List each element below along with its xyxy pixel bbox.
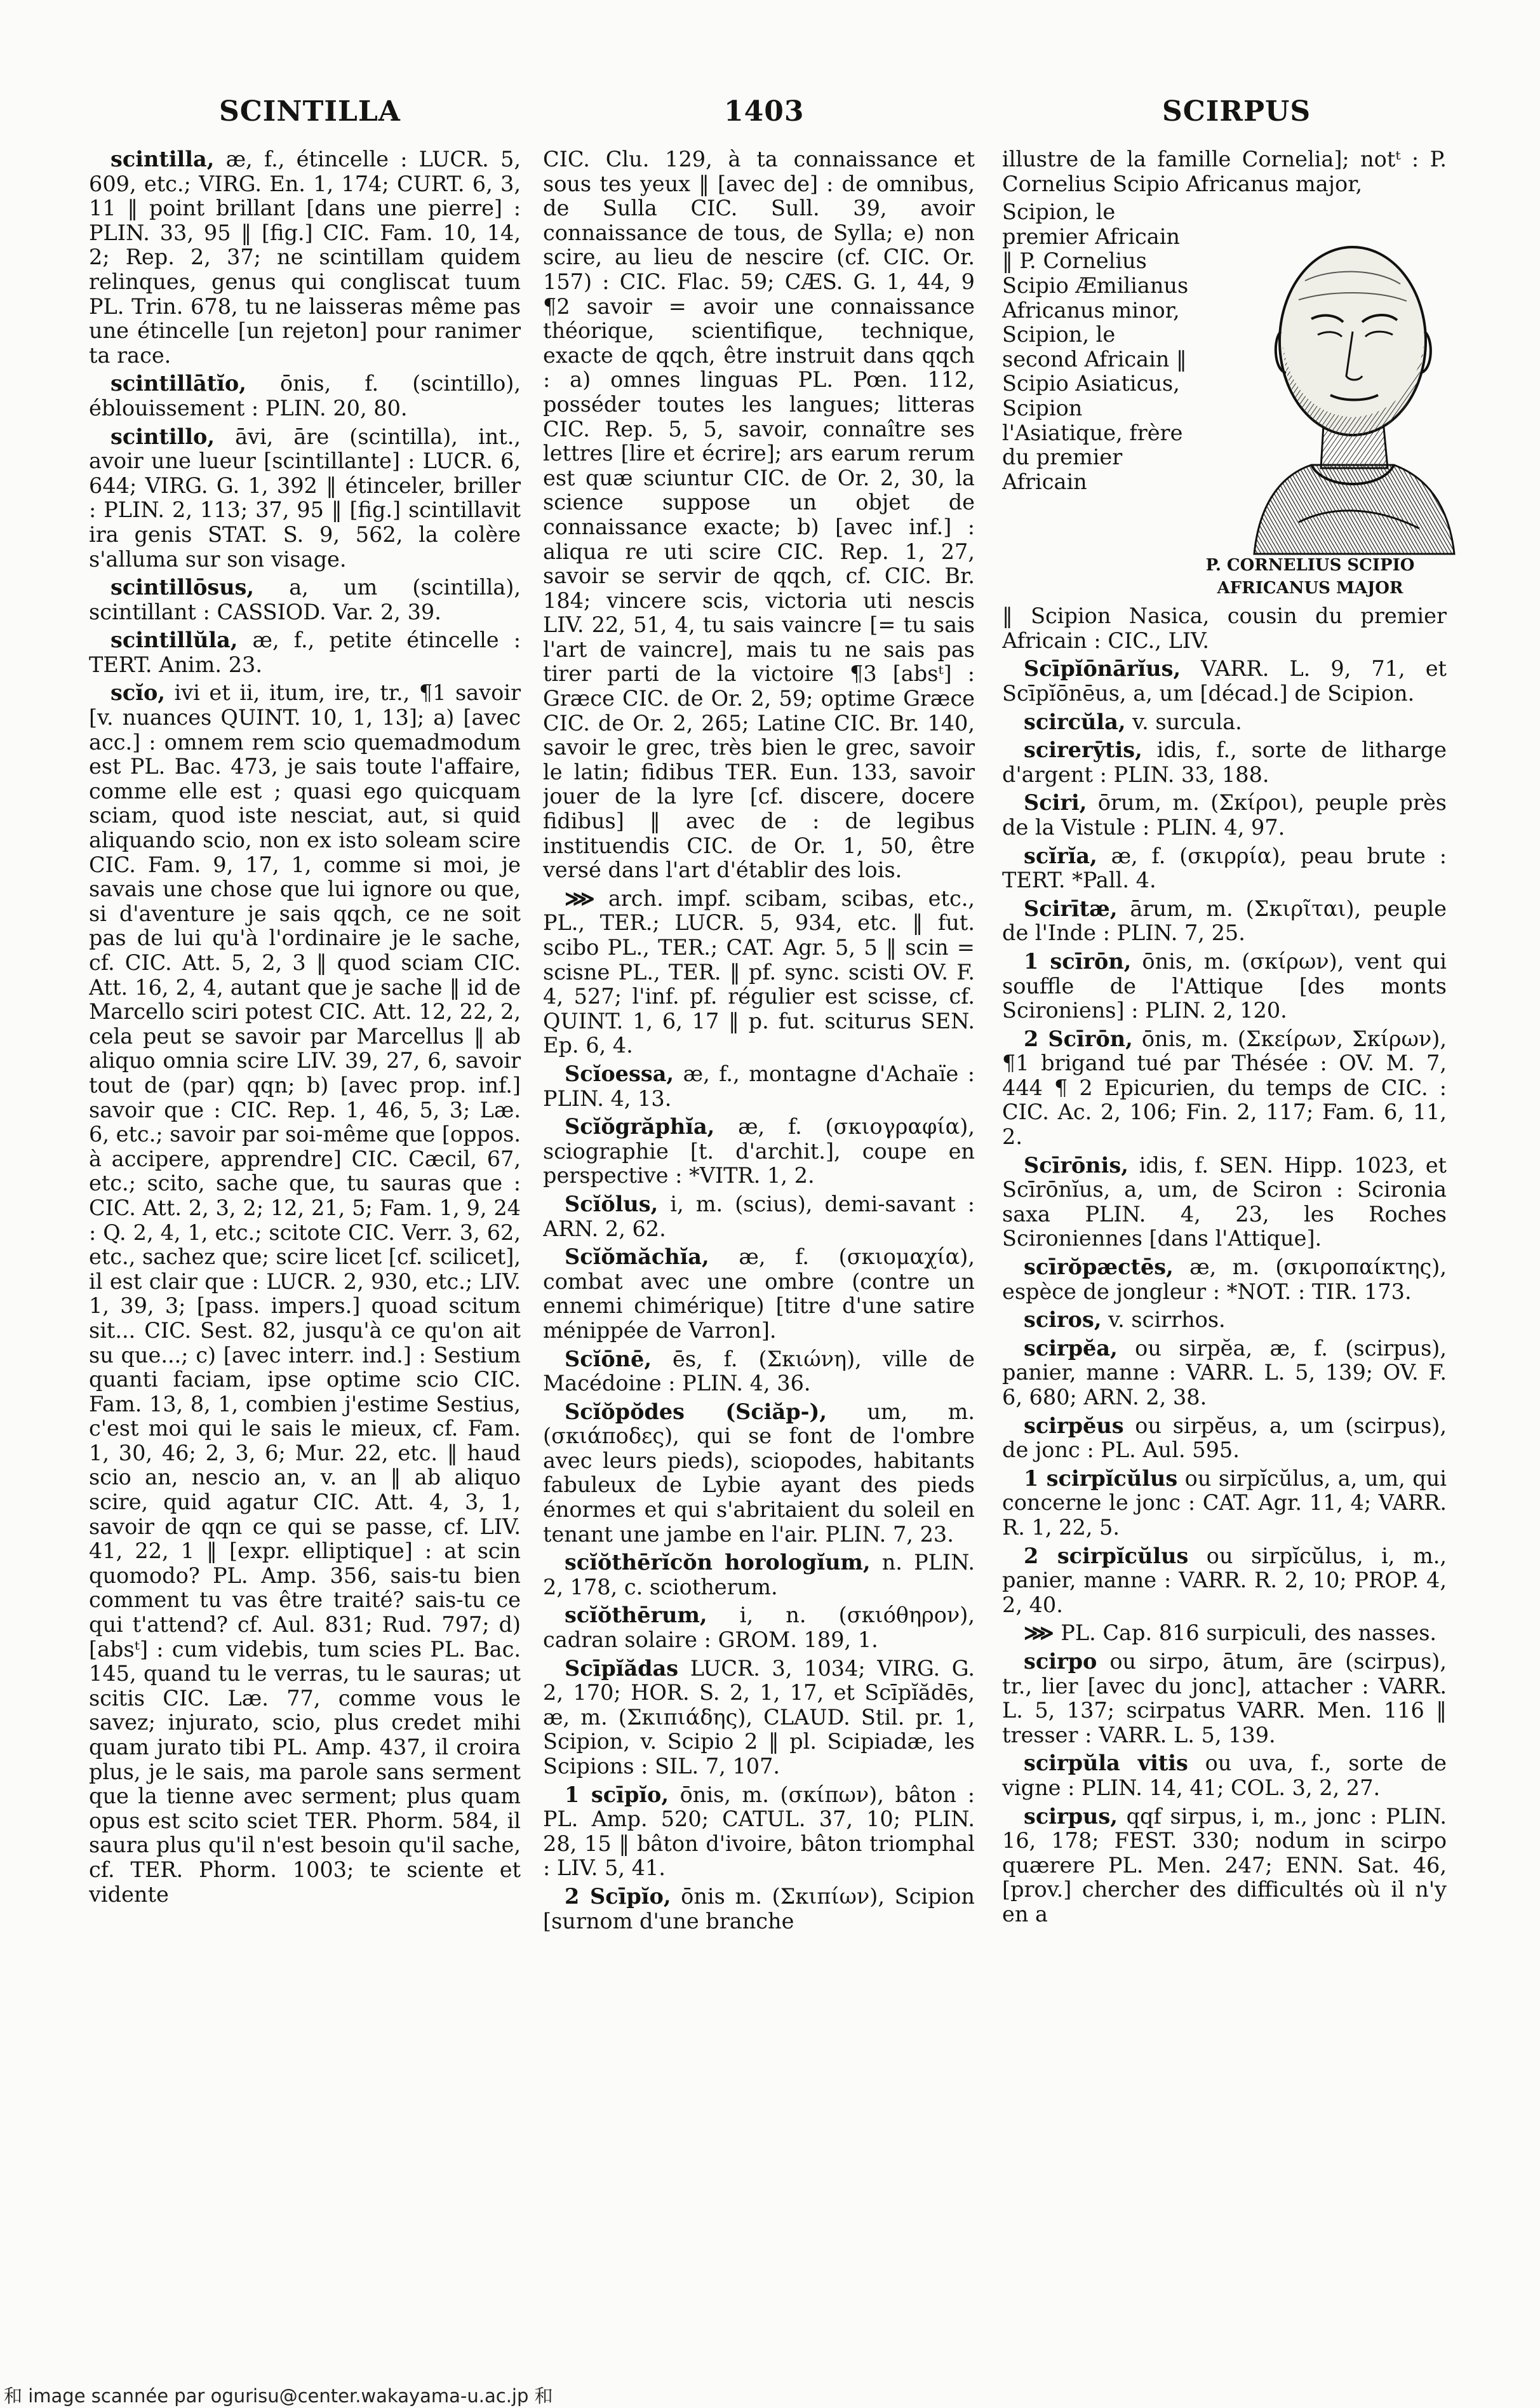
entry-text: v. scirrhos. bbox=[1101, 1307, 1226, 1333]
entry-headword: scirpĕus bbox=[1024, 1413, 1124, 1438]
dictionary-entry bbox=[1002, 1544, 1447, 1618]
entry-text: um, m. (σκιάποδες), qui se font de l'ombre avec leurs pieds), sciopodes, habitants fabuleux de Lybie ayant des pieds énormes et qui s'abritaient du soleil en tenant une jambe en l'air. PLIN. 7, 23. bbox=[543, 1399, 975, 1547]
entry-headword: 2 Scīrōn, bbox=[1024, 1026, 1133, 1051]
entry-headword: Scīrōnis, bbox=[1024, 1152, 1128, 1178]
entry-headword: scintillātĭo, bbox=[110, 371, 246, 396]
entry-headword: scĭŏthērum, bbox=[565, 1603, 707, 1628]
dictionary-entry bbox=[89, 681, 521, 1907]
entry-text: æ, f. (σκιρρία), peau brute : TERT. *Pall. 4. bbox=[1002, 843, 1447, 893]
dictionary-entry bbox=[1002, 1621, 1447, 1646]
entry-text: æ, m. (σκιροπαίκτης), espèce de jongleur : *NOT. : TIR. 173. bbox=[1002, 1254, 1447, 1304]
dictionary-entry bbox=[543, 1603, 975, 1652]
entry-text: PL. Cap. 816 surpiculi, des nasses. bbox=[1054, 1620, 1437, 1646]
dictionary-entry bbox=[89, 425, 521, 572]
dictionary-entry bbox=[543, 1550, 975, 1599]
entry-text: ivi et ii, itum, ire, tr., ¶1 savoir [v. nuances QUINT. 10, 1, 13]; a) [avec acc.] : omnem rem scio quemadmodum est PL. Bac. 473, je sais toute l'affaire, comme elle est ; quasi ego quicquam sciam, quod iste nesciat, aut, si quid aliquando scio, non ex isto soleam scire CIC. Fam. 9, 17, 1, comme si moi, je savais une chose que lui ignore ou que, si d'aventure je sais qqch, ce ne soit pas de lui qu'à l'ordinaire je le sache, cf. CIC. Att. 5, 2, 3 ‖ quod sciam CIC. Att. 16, 2, 4, autant que je sache ‖ id de Marcello sciri potest CIC. Att. 12, 22, 2, cela peut se savoir par Marcellus ‖ ab aliquo omnia scire LIV. 39, 27, 6, savoir tout de (par) qqn; b) [avec prop. inf.] savoir que : CIC. Rep. 1, 46, 5, 3; Læ. 6, etc.; savoir par soi-même que [oppos. à accipere, apprendre] CIC. Cæcil, 67, etc.; scito, sache que, tu sauras que : CIC. Att. 2, 3, 2; 12, 21, 5; Fam. 1, 9, 24 : Q. 2, 4, 1, etc.; scitote CIC. Verr. 3, 62, etc., sachez que; scire licet [cf. scilicet], il est clair que : LUCR. 2, 930, etc.; LIV. 1, 39, 3; [pass. impers.] quoad scitum sit... CIC. Sest. 82, jusqu'à ce qu'on ait su que...; c) [avec interr. ind.] : Sestium quanti faciam, ipse optime scio CIC. Fam. 13, 8, 1, combien j'estime Sestius, c'est moi qui le sais le mieux, cf. Fam. 1, 30, 46; 2, 3, 6; Mur. 22, etc. ‖ haud scio an, nescio an, v. an ‖ ab aliquo scire, quid agatur CIC. Att. 4, 3, 1, savoir de qqn ce qui se passe, cf. LIV. 41, 22, 1 ‖ [expr. elliptique] : at scin quomodo? PL. Amp. 356, sais-tu bien comment tu vas être traité? sais-tu ce qui t'attend? cf. Aul. 831; Rud. 797; d) [absᵗ] : cum videbis, tum scies PL. Bac. 145, quand tu le verras, tu le sauras; ut scitis CIC. Læ. 77, comme vous le savez; injurato, scio, plus credet mihi quam jurato tibi PL. Amp. 437, il croira plus, je le sais, ma parole sans serment que la tienne avec serment; plus quam opus est scito sciet TER. Phorm. 584, il saura plus qu'il n'est besoin qu'il sache, cf. TER. Phorm. 1003; te sciente et vidente bbox=[89, 680, 521, 1907]
entry-headword: 2 scirpĭcŭlus bbox=[1024, 1543, 1189, 1568]
dictionary-entry bbox=[1002, 657, 1447, 706]
entry-text: illustre de la famille Cornelia]; notᵗ : P. Cornelius Scipio Africanus major, bbox=[1002, 147, 1447, 196]
entry-text: i, m. (scius), demi-savant : ARN. 2, 62. bbox=[543, 1191, 975, 1241]
entry-headword: scĭŏthērĭcŏn horologĭum, bbox=[565, 1550, 871, 1575]
dictionary-entry bbox=[89, 628, 521, 677]
entry-headword: scirpus, bbox=[1024, 1803, 1118, 1829]
dictionary-entry bbox=[1002, 1414, 1447, 1463]
entry-text: ou uva, f., sorte de vigne : PLIN. 14, 41; COL. 3, 2, 27. bbox=[1002, 1751, 1447, 1800]
dictionary-entry bbox=[543, 887, 975, 1058]
dictionary-entry bbox=[543, 147, 975, 883]
entry-text: ōnis, f. (scintillo), éblouissement : PLIN. 20, 80. bbox=[89, 371, 521, 420]
entry-headword: scīrŏpæctēs, bbox=[1024, 1254, 1174, 1280]
entry-headword: scintilla, bbox=[110, 147, 215, 172]
entry-headword: scintillŭla, bbox=[110, 628, 238, 653]
running-head-right: SCIRPUS bbox=[1162, 95, 1311, 128]
entry-text: æ, f. (σκιομαχία), combat avec une ombre (contre un ennemi chimérique) [titre d'une satire ménippée de Varron]. bbox=[543, 1244, 975, 1343]
entry-headword: Scirītæ, bbox=[1024, 896, 1118, 921]
entry-text: v. surcula. bbox=[1125, 709, 1242, 734]
dictionary-entry bbox=[1002, 791, 1447, 840]
entry-headword: scirpŭla vitis bbox=[1024, 1751, 1188, 1776]
dictionary-entry bbox=[89, 575, 521, 624]
entry-text: ōnis m. (Σκιπίων), Scipion [surnom d'une branche bbox=[543, 1883, 975, 1934]
entry-text: ‖ Scipion Nasica, cousin du premier Africain : CIC., LIV. bbox=[1002, 603, 1447, 653]
caption-line-2: AFRICANUS MAJOR bbox=[1217, 579, 1403, 598]
dictionary-entry bbox=[543, 1245, 975, 1343]
dictionary-entry bbox=[1002, 1467, 1447, 1540]
entry-text: æ, f., étincelle : LUCR. 5, 609, etc.; VIRG. En. 1, 174; CURT. 6, 3, 11 ‖ point brillant [dans une pierre] : PLIN. 33, 95 ‖ [fig.] CIC. Fam. 10, 14, 2; Rep. 2, 37; ne scintillam quidem relinques, genus qui congliscat tuum PL. Trin. 678, tu ne laisseras même pas une étincelle [un rejeton] pour ranimer ta race. bbox=[89, 147, 521, 368]
dictionary-entry bbox=[1002, 1255, 1447, 1304]
entry-text: LUCR. 3, 1034; VIRG. G. 2, 170; HOR. S. 2, 1, 17, et Scīpĭădēs, æ, m. (Σκιπιάδης), CLAUD. Stil. pr. 1, Scipion, v. Scipio 2 ‖ pl. Scipiadæ, les Scipions : SIL. 7, 107. bbox=[543, 1655, 975, 1779]
entry-headword: Scĭŏgrăphĭa, bbox=[565, 1114, 715, 1140]
entry-headword: scĭo, bbox=[110, 680, 165, 706]
dictionary-entry bbox=[1002, 950, 1447, 1023]
dictionary-entry bbox=[1002, 1751, 1447, 1800]
entry-text: ārum, m. (Σκιρῖται), peuple de l'Inde : PLIN. 7, 25. bbox=[1002, 896, 1447, 946]
entry-text: idis, f. SEN. Hipp. 1023, et Scīrōnĭus, a, um, de Sciron : Scironia saxa PLIN. 4, 23, les Roches Scironiennes [dans l'Attique]. bbox=[1002, 1152, 1447, 1251]
entry-text: CIC. Clu. 129, à ta connaissance et sous tes yeux ‖ [avec de] : de omnibus, de Sulla CIC. Sull. 39, avoir connaissance de tous, de Sylla; e) non scire, au lieu de nescire (cf. CIC. Or. 157) : CIC. Flac. 59; CÆS. G. 1, 44, 9 ¶2 savoir = avoir une connaissance théorique, scientifique, technique, exacte de qqch, être instruit dans qqch : a) omnes linguas PL. Pœn. 112, posséder toutes les langues; litteras CIC. Rep. 5, 5, savoir, connaître ses lettres [lire et écrire]; ars earum rerum est quæ sciuntur CIC. de Or. 2, 30, la science suppose un objet de connaissance exacte; b) [avec inf.] : aliqua re uti scire CIC. Rep. 1, 27, savoir se servir de qqch, cf. CIC. Br. 184; vincere scis, victoria uti nescis LIV. 22, 51, 4, tu sais vaincre [= tu sais l'art de vaincre], mais tu ne sais pas tirer parti de la victoire ¶3 [absᵗ] : Græce CIC. de Or. 2, 59; optime Græce CIC. de Or. 2, 265; Latine CIC. Br. 140, savoir le grec, très bien le grec, savoir le latin; fidibus TER. Eun. 133, savoir jouer de la lyre [cf. discere, docere fidibus] ‖ avec de : de legibus instituendis CIC. de Or. 1, 50, être versé dans l'art d'établir des lois. bbox=[543, 147, 975, 883]
entry-text: arch. impf. scibam, scibas, etc., PL., TER.; LUCR. 5, 934, etc. ‖ fut. scibo PL., TER.; CAT. Agr. 5, 5 ‖ scin = scisne PL., TER. ‖ pf. sync. scisti OV. F. 4, 527; l'inf. pf. régulier est scisse, cf. QUINT. 1, 6, 17 ‖ p. fut. sciturus SEN. Ep. 6, 4. bbox=[543, 885, 975, 1058]
entry-text: i, n. (σκιόθηρον), cadran solaire : GROM. 189, 1. bbox=[543, 1603, 975, 1653]
entry-headword: Scĭoessa, bbox=[565, 1061, 674, 1086]
entry-headword: scĭrĭa, bbox=[1024, 843, 1097, 868]
entry-text: ōnis, m. (σκίρων), vent qui souffle de l'Attique [des monts Scironiens] : PLIN. 2, 120. bbox=[1002, 948, 1447, 1023]
entry-headword: ⋙ bbox=[1024, 1620, 1054, 1646]
figure-caption bbox=[1180, 554, 1440, 600]
entry-text: ou sirpo, ātum, āre (scirpus), tr., lier [avec du jonc], attacher : VARR. L. 5, 137; scirpatus VARR. Men. 116 ‖ tresser : VARR. L. 5, 139. bbox=[1002, 1648, 1447, 1747]
page-number: 1403 bbox=[724, 95, 805, 128]
scan-credit-footer: 和 image scannée par ogurisu@center.wakayama-u.ac.jp 和 bbox=[4, 2385, 553, 2407]
entry-headword: 2 Scīpĭo, bbox=[565, 1883, 671, 1909]
dictionary-entry bbox=[1002, 604, 1447, 653]
entry-headword: 1 scīrōn, bbox=[1024, 948, 1132, 974]
entry-text: VARR. L. 9, 71, et Scīpĭōnēus, a, um [décad.] de Scipion. bbox=[1002, 656, 1447, 706]
column-2 bbox=[543, 147, 975, 2269]
scipio-bust-illustration bbox=[1235, 224, 1467, 560]
dictionary-entry bbox=[543, 1192, 975, 1241]
dictionary-entry bbox=[89, 372, 521, 420]
entry-text: ēs, f. (Σκιώνη), ville de Macédoine : PLIN. 4, 36. bbox=[543, 1346, 975, 1396]
dictionary-entry bbox=[543, 1115, 975, 1188]
entry-text: æ, f., petite étincelle : TERT. Anim. 23. bbox=[89, 628, 521, 677]
dictionary-entry bbox=[1002, 1336, 1447, 1410]
entry-text: n. PLIN. 2, 178, c. sciotherum. bbox=[543, 1550, 975, 1599]
dictionary-entry bbox=[1002, 147, 1447, 196]
dictionary-entry bbox=[543, 1347, 975, 1396]
entry-text: qqf sirpus, i, m., jonc : PLIN. 16, 178; FEST. 330; nodum in scirpo quærere PL. Men. 247; ENN. Sat. 46, [prov.] chercher des difficultés où il n'y en a bbox=[1002, 1803, 1447, 1927]
entry-headword: 1 scirpĭcŭlus bbox=[1024, 1465, 1178, 1491]
entry-text: æ, f. (σκιογραφία), sciographie [t. d'archit.], coupe en perspective : *VITR. 1, 2. bbox=[543, 1114, 975, 1188]
dictionary-entry bbox=[1002, 1027, 1447, 1150]
entry-text: a, um (scintilla), scintillant : CASSIOD. Var. 2, 39. bbox=[89, 575, 521, 624]
entry-text: ou sirpĭcŭlus, i, m., panier, manne : VARR. R. 2, 10; PROP. 4, 2, 40. bbox=[1002, 1543, 1447, 1617]
entry-text: ōrum, m. (Σκίροι), peuple près de la Vistule : PLIN. 4, 97. bbox=[1002, 790, 1447, 840]
entry-headword: Sciri, bbox=[1024, 790, 1087, 816]
entry-headword: ⋙ bbox=[565, 885, 595, 911]
entry-headword: Scĭōnē, bbox=[565, 1346, 652, 1371]
dictionary-entry bbox=[1002, 1650, 1447, 1747]
entry-text: ou sirpĭcŭlus, a, um, qui concerne le jonc : CAT. Agr. 11, 4; VARR. R. 1, 22, 5. bbox=[1002, 1465, 1447, 1540]
dictionary-entry bbox=[543, 1885, 975, 1934]
running-head-left: SCINTILLA bbox=[219, 95, 401, 128]
column-1 bbox=[89, 147, 521, 2269]
dictionary-entry bbox=[1002, 1154, 1447, 1251]
entry-headword: Scīpĭōnārĭus, bbox=[1024, 656, 1181, 682]
dictionary-entry bbox=[1002, 738, 1447, 787]
dictionary-entry bbox=[543, 1400, 975, 1547]
dictionary-entry bbox=[1002, 710, 1447, 735]
entry-headword: scirerȳtis, bbox=[1024, 737, 1142, 763]
entry-headword: sciros, bbox=[1024, 1307, 1102, 1333]
entry-text: āvi, āre (scintilla), int., avoir une lueur [scintillante] : LUCR. 6, 644; VIRG. G. 1, 392 ‖ étinceler, briller : PLIN. 2, 113; 37, 95 ‖ [fig.] scintillavit ira genis STAT. S. 9, 562, la colère s'alluma sur son visage. bbox=[89, 424, 521, 572]
entry-text: ou sirpĕus, a, um (scirpus), de jonc : PL. Aul. 595. bbox=[1002, 1413, 1447, 1463]
wrapped-text: Scipion, le premier Africain ‖ P. Cornelius Scipio Æmilianus Africanus minor, Scipion, le second Africain ‖ Scipio Asiaticus, Scipion l'Asiatique, frère du premier Africain bbox=[1002, 199, 1189, 494]
entry-text: æ, f., montagne d'Achaïe : PLIN. 4, 13. bbox=[543, 1061, 975, 1111]
dictionary-entry bbox=[1002, 897, 1447, 946]
dictionary-entry bbox=[1002, 1308, 1447, 1333]
dictionary-entry bbox=[543, 1657, 975, 1779]
entry-headword: Scĭŏlus, bbox=[565, 1191, 659, 1216]
entry-text: ōnis, m. (σκίπων), bâton : PL. Amp. 520; CATUL. 37, 10; PLIN. 28, 15 ‖ bâton d'ivoire, bâton triomphal : LIV. 5, 41. bbox=[543, 1782, 975, 1881]
entry-headword: scintillōsus, bbox=[110, 575, 255, 600]
entry-headword: scirpo bbox=[1024, 1648, 1097, 1674]
entry-headword: 1 scīpĭo, bbox=[565, 1782, 669, 1807]
entry-headword: Scĭŏmăchĭa, bbox=[565, 1244, 709, 1270]
entry-headword: scintillo, bbox=[110, 424, 215, 449]
dictionary-entry bbox=[89, 147, 521, 368]
dictionary-entry bbox=[1002, 844, 1447, 893]
caption-line-1: P. CORNELIUS SCIPIO bbox=[1205, 556, 1415, 575]
entry-headword: scirpĕa, bbox=[1024, 1335, 1118, 1361]
dictionary-entry bbox=[543, 1062, 975, 1111]
dictionary-entry bbox=[1002, 1805, 1447, 1927]
entry-headword: Scīpĭădas bbox=[565, 1655, 679, 1681]
entry-text: ou sirpĕa, æ, f. (scirpus), panier, manne : VARR. L. 5, 139; OV. F. 6, 680; ARN. 2, 38. bbox=[1002, 1335, 1447, 1409]
entry-headword: Scĭŏpŏdes (Sciăp-), bbox=[565, 1399, 827, 1424]
entry-headword: scircŭla, bbox=[1024, 709, 1126, 734]
dictionary-entry bbox=[543, 1783, 975, 1881]
entry-text: idis, f., sorte de litharge d'argent : PLIN. 33, 188. bbox=[1002, 737, 1447, 787]
entry-text: ōnis, m. (Σκείρων, Σκίρων), ¶1 brigand tué par Thésée : OV. M. 7, 444 ¶ 2 Epicurien, du temps de CIC. : CIC. Ac. 2, 106; Fin. 2, 117; Fam. 6, 11, 2. bbox=[1002, 1026, 1447, 1150]
